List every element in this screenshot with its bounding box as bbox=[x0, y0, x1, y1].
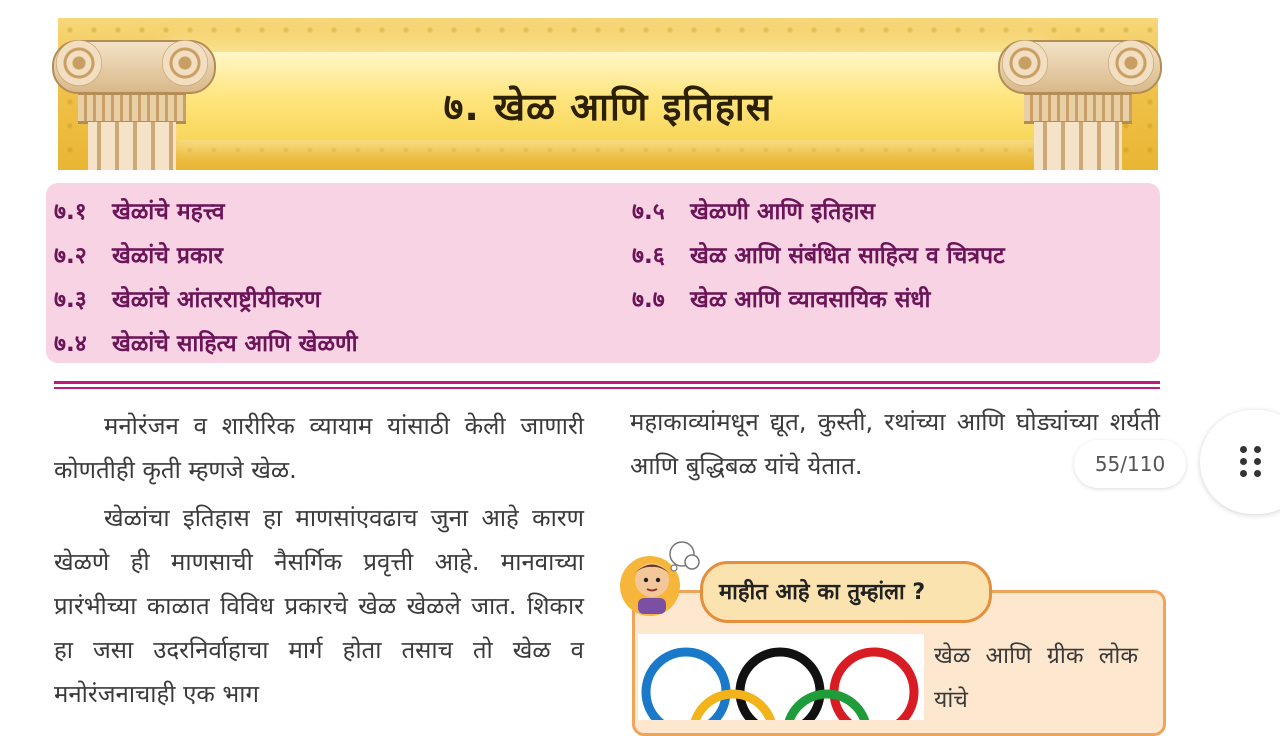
toc-label: खेळांचे प्रकार bbox=[112, 243, 223, 269]
info-label-text: माहीत आहे का तुम्हांला ? bbox=[719, 580, 926, 605]
body-left-column bbox=[54, 404, 584, 720]
toc-item-7-3 bbox=[54, 282, 321, 314]
toc-item-7-7 bbox=[632, 282, 930, 314]
toc-number: ७.४ bbox=[54, 331, 87, 357]
grid-menu-button[interactable] bbox=[1200, 410, 1280, 514]
toc-label: खेळांचे महत्त्व bbox=[112, 199, 225, 225]
toc-label: खेळ आणि संबंधित साहित्य व चित्रपट bbox=[690, 243, 1005, 269]
toc-item-7-4 bbox=[54, 326, 358, 358]
toc-label: खेळ आणि व्यावसायिक संधी bbox=[690, 287, 931, 313]
did-you-know-label bbox=[700, 561, 992, 623]
section-divider bbox=[54, 381, 1160, 384]
grid-dots-icon bbox=[1240, 446, 1264, 478]
section-divider bbox=[54, 387, 1160, 389]
pillar-right-decoration bbox=[998, 18, 1158, 170]
paragraph: मनोरंजन व शारीरिक व्यायाम यांसाठी केली जाणारी कोणतीही कृती म्हणजे खेळ. bbox=[54, 412, 584, 484]
toc-item-7-2 bbox=[54, 238, 223, 270]
pillar-left-decoration bbox=[52, 18, 212, 170]
toc-number: ७.२ bbox=[54, 243, 87, 269]
paragraph: महाकाव्यांमधून द्यूत, कुस्ती, रथांच्या आणि घोड्यांच्या शर्यती आणि बुद्धिबळ यांचे येतात. bbox=[630, 408, 1160, 480]
toc-number: ७.७ bbox=[632, 287, 665, 313]
info-box-text: खेळ आणि ग्रीक लोक यांचे bbox=[934, 643, 1138, 713]
page-counter: 55/110 bbox=[1074, 440, 1186, 488]
paragraph: खेळांचा इतिहास हा माणसांएवढाच जुना आहे कारण खेळणे ही माणसाची नैसर्गिक प्रवृत्ती आहे. मानवाच्या प्रारंभीच्या काळात विविध प्रकारचे खेळ खेळले जात. शिकार हा जसा उदरनिर्वाहाचा मार्ग होता तसाच तो खेळ व मनोरंजनाचाही एक भाग bbox=[54, 504, 584, 708]
toc-number: ७.१ bbox=[54, 199, 87, 225]
thinking-child-icon bbox=[616, 540, 702, 618]
toc-number: ७.६ bbox=[632, 243, 665, 269]
chapter-title: ७. खेळ आणि इतिहास bbox=[443, 85, 773, 129]
toc-label: खेळांचे साहित्य आणि खेळणी bbox=[112, 331, 358, 357]
olympic-rings-image bbox=[638, 634, 924, 720]
toc-number: ७.५ bbox=[632, 199, 665, 225]
toc-item-7-5 bbox=[632, 194, 875, 226]
chapter-banner bbox=[58, 18, 1158, 170]
toc-label: खेळणी आणि इतिहास bbox=[690, 199, 876, 225]
toc-item-7-1 bbox=[54, 194, 225, 226]
toc-number: ७.३ bbox=[54, 287, 87, 313]
toc-label: खेळांचे आंतरराष्ट्रीयीकरण bbox=[112, 287, 321, 313]
toc-item-7-6 bbox=[632, 238, 1005, 270]
